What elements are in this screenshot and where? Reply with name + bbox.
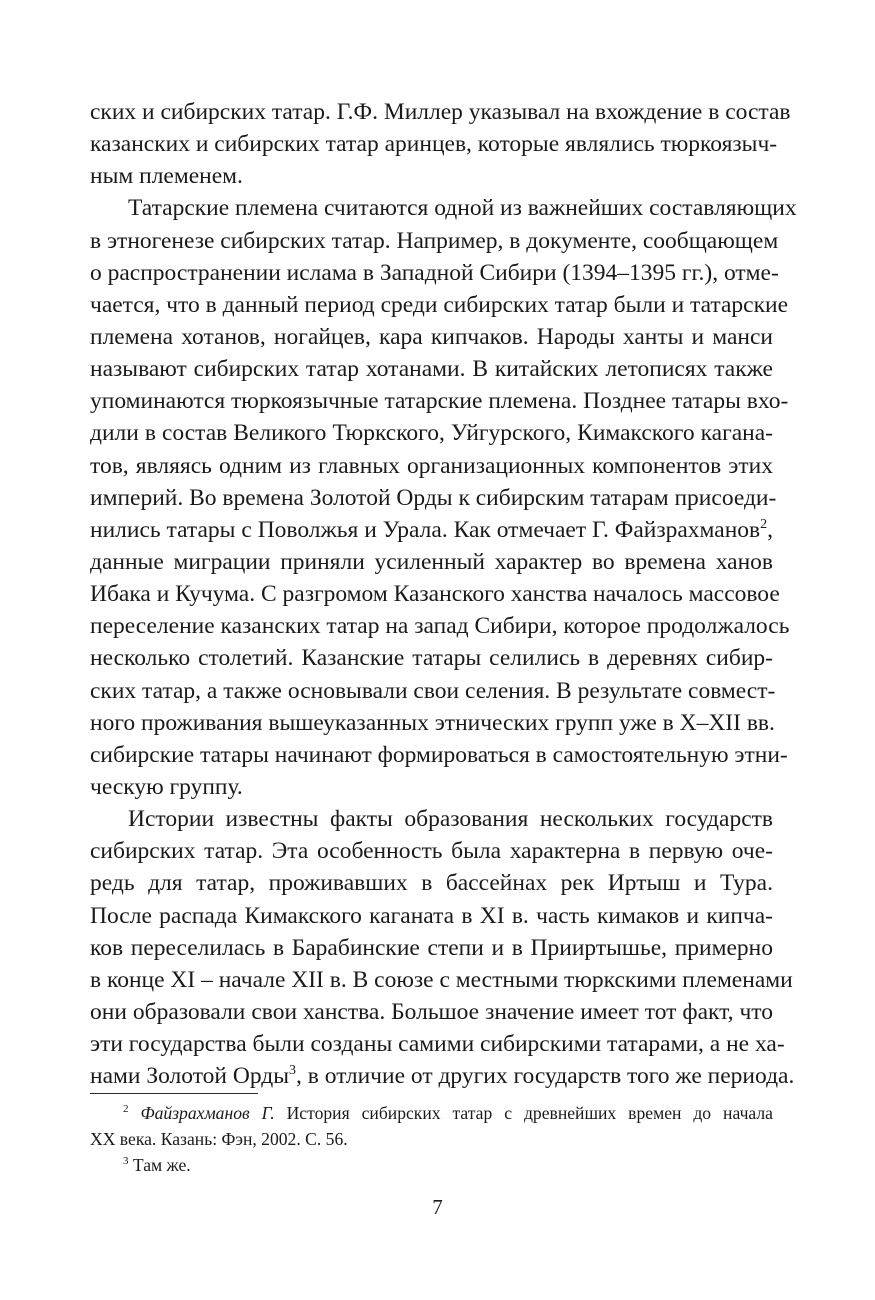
footnote-separator	[90, 1093, 258, 1094]
footnote-text: История сибирских татар с древнейших времен до начала	[286, 1103, 773, 1123]
footnote-number: 2	[123, 1103, 129, 1115]
text-line: они образовали свои ханства. Большое значение имеет тот факт, что	[90, 998, 773, 1025]
text-line: тов, являясь одним из главных организационных компонентов этих	[90, 452, 773, 479]
text-line: племена хотанов, ногайцев, кара кипчаков. Народы ханты и манси	[90, 323, 773, 350]
text-line: ного проживания вышеуказанных этнических групп уже в X–XII вв.	[90, 709, 775, 736]
footnote-ref-2[interactable]: 2	[760, 516, 768, 532]
text-line: о распространении ислама в Западной Сибири (1394–1395 гг.), отме-	[90, 259, 779, 286]
footnote-author: Файзрахманов Г.	[140, 1103, 275, 1123]
text-line: ских и сибирских татар. Г.Ф. Миллер указывал на вхождение в состав	[90, 99, 791, 125]
text-line: ков переселилась в Барабинские степи и в Прииртышье, примерно	[90, 934, 773, 961]
text-line: в этногенезе сибирских татар. Например, в документе, сообщающем	[90, 227, 779, 254]
page-number: 7	[432, 1195, 443, 1219]
text-line: в конце XI – начале XII в. В союзе с местными тюркскими племенами	[90, 966, 793, 993]
text-line: ских татар, а также основывали свои селения. В результате совмест-	[90, 677, 776, 704]
text-line: сибирские татары начинают формироваться в самостоятельную этни-	[90, 741, 788, 768]
text-line: чается, что в данный период среди сибирских татар были и татарские	[90, 291, 789, 318]
text-line: несколько столетий. Казанские татары селились в деревнях сибир-	[90, 645, 773, 672]
text-line: переселение казанских татар на запад Сибири, которое продолжалось	[90, 613, 790, 640]
text-line: редь для татар, проживавших в бассейнах рек Иртыш и Тура.	[90, 870, 773, 897]
footnote-number: 3	[123, 1155, 129, 1167]
text-segment: , в отличие от других государств того же периода.	[296, 1063, 795, 1090]
text-line: После распада Кимакского каганата в XI в. часть кимаков и кипча-	[90, 902, 773, 929]
text-segment: нами Золотой Орды	[90, 1063, 290, 1090]
text-line	[90, 1060, 795, 1092]
page-body	[90, 96, 797, 1092]
text-line: дили в состав Великого Тюркского, Уйгурского, Кимакского кагана-	[90, 420, 773, 447]
text-line: упоминаются тюркоязычные татарские племена. Позднее татары вхо-	[90, 388, 789, 415]
footnote-2	[90, 1100, 773, 1126]
text-line: сибирских татар. Эта особенность была характерна в первую оче-	[90, 838, 773, 865]
text-line: данные миграции приняли усиленный характер во времена ханов	[90, 548, 773, 575]
footnote-3	[90, 1152, 773, 1178]
footnote-2-continued: XX века. Казань: Фэн, 2002. С. 56.	[90, 1129, 348, 1149]
text-line: империй. Во времена Золотой Орды к сибирским татарам присоеди-	[90, 484, 777, 511]
text-line: называют сибирских татар хотанами. В китайских летописях также	[90, 356, 773, 383]
footnote-ref-3[interactable]: 3	[289, 1063, 297, 1079]
text-line: Истории известны факты образования нескольких государств	[128, 806, 773, 833]
text-line	[90, 514, 773, 546]
text-line: Татарские племена считаются одной из важнейших составляющих	[128, 195, 797, 222]
text-line: ным племенем.	[90, 163, 243, 190]
text-segment: ,	[767, 516, 773, 543]
footnote-text: Там же.	[132, 1155, 191, 1175]
text-line: казанских и сибирских татар аринцев, которые являлись тюркоязыч-	[90, 131, 778, 158]
text-segment: нились татары с Поволжья и Урала. Как отмечает Г. Файзрахманов	[90, 516, 761, 543]
footnotes	[90, 1100, 773, 1178]
text-line: эти государства были созданы самими сибирскими татарами, а не ха-	[90, 1031, 785, 1058]
text-line: ческую группу.	[90, 773, 243, 800]
text-line: Ибака и Кучума. С разгромом Казанского ханства началось массовое	[90, 581, 780, 608]
